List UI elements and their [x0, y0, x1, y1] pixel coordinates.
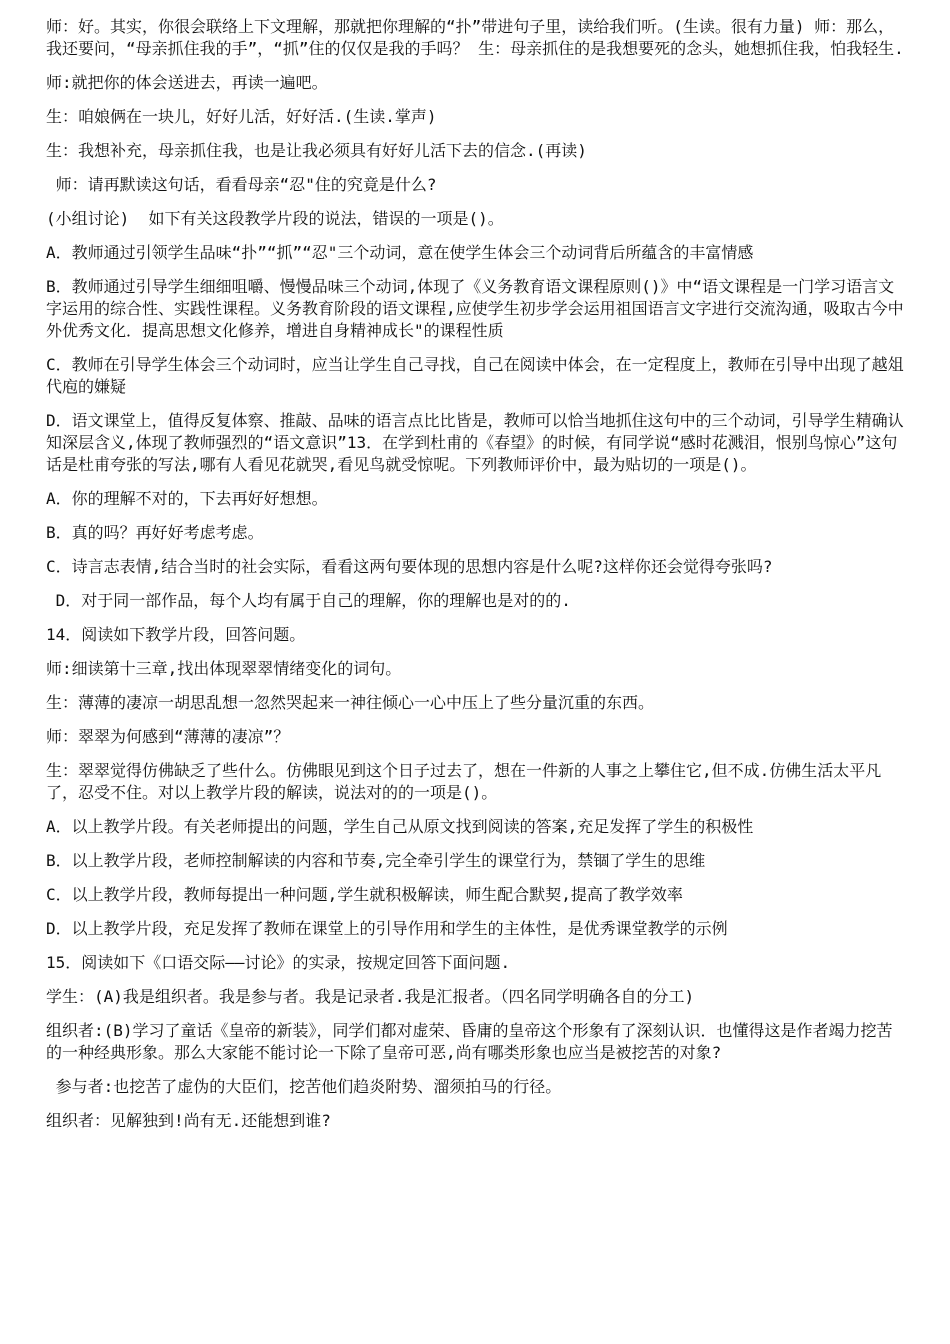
- paragraph: 组织者:(B)学习了童话《皇帝的新装》，同学们都对虚荣、昏庸的皇帝这个形象有了深刻认识．也懂得这是作者竭力挖苦的一种经典形象。那么大家能不能讨论一下除了皇帝可恶,尚有哪类形象也应当是被挖苦的对象?: [46, 1021, 893, 1062]
- option-d: D．以上教学片段，充足发挥了教师在课堂上的引导作用和学生的主体性，是优秀课堂教学的示例: [46, 919, 728, 938]
- option-a: A．你的理解不对的，下去再好好想想。: [46, 489, 328, 508]
- paragraph: 师：好。其实，你很会联络上下文理解，那就把你理解的“扑”带进句子里，读给我们听。(生读。很有力量) 师：那么，我还要问，“母亲抓住我的手”，“抓”住的仅仅是我的手吗？ 生：母亲抓住的是我想要死的念头，她想抓住我，怕我轻生.: [46, 17, 904, 58]
- option-c: C．以上教学片段，教师每提出一种问题,学生就积极解读，师生配合默契,提高了教学效率: [46, 885, 683, 904]
- paragraph: 生：咱娘俩在一块儿，好好儿活，好好活.(生读.掌声): [46, 107, 437, 126]
- option-d: D．语文课堂上，值得反复体察、推敲、品味的语言点比比皆是，教师可以恰当地抓住这句中的三个动词，引导学生精确认知深层含义,体现了教师强烈的“语文意识”13．在学到杜甫的《春望》的时候，有同学说“感时花溅泪，恨别鸟惊心”这句话是杜甫夸张的写法,哪有人看见花就哭,看见鸟就受惊呢。下列教师评价中，最为贴切的一项是()。: [46, 411, 904, 474]
- option-a: A．以上教学片段。有关老师提出的问题，学生自己从原文找到阅读的答案,充足发挥了学生的积极性: [46, 817, 754, 836]
- option-b: B．教师通过引导学生细细咀嚼、慢慢品味三个动词,体现了《义务教育语文课程原则()》中“语文课程是一门学习语言文字运用的综合性、实践性课程。义务教育阶段的语文课程,应使学生初步学会运用祖国语言文字进行交流沟通，吸取古今中外优秀文化．提高思想文化修养，增进自身精神成长"的课程性质: [46, 277, 904, 340]
- paragraph: 师：请再默读这句话，看看母亲“忍"住的究竟是什么?: [46, 175, 437, 194]
- option-d: D．对于同一部作品，每个人均有属于自己的理解，你的理解也是对的的.: [46, 591, 571, 610]
- option-a: A．教师通过引领学生品味“扑”“抓”“忍"三个动词，意在使学生体会三个动词背后所蕴含的丰富情感: [46, 243, 754, 262]
- paragraph: 师:就把你的体会送进去，再读一遍吧。: [46, 73, 328, 92]
- paragraph: 组织者：见解独到!尚有无.还能想到谁?: [46, 1111, 331, 1130]
- paragraph: 生：薄薄的凄凉一胡思乱想一忽然哭起来一神往倾心一心中压上了些分量沉重的东西。: [46, 693, 655, 712]
- question-heading: 14．阅读如下教学片段，回答问题。: [46, 625, 306, 644]
- paragraph: 参与者:也挖苦了虚伪的大臣们，挖苦他们趋炎附势、溜须拍马的行径。: [46, 1077, 562, 1096]
- paragraph: 师：翠翠为何感到“薄薄的凄凉”？: [46, 727, 290, 746]
- paragraph: 学生：(A)我是组织者。我是参与者。我是记录者.我是汇报者。（四名同学明确各自的分工): [46, 987, 695, 1006]
- question-stem: 生：翠翠觉得仿佛缺乏了些什么。仿佛眼见到这个日子过去了，想在一件新的人事之上攀住它,但不成.仿佛生活太平凡了，忍受不住。对以上教学片段的解读，说法对的的一项是()。: [46, 761, 882, 802]
- paragraph: 生：我想补充，母亲抓住我，也是让我必须具有好好儿活下去的信念.(再读): [46, 141, 587, 160]
- paragraph: 师:细读第十三章,找出体现翠翠情绪变化的词句。: [46, 659, 402, 678]
- question-heading: 15．阅读如下《口语交际——讨论》的实录，按规定回答下面问题.: [46, 953, 511, 972]
- question-stem: (小组讨论) 如下有关这段教学片段的说法，错误的一项是()。: [46, 209, 504, 228]
- option-c: C．诗言志表情,结合当时的社会实际，看看这两句要体现的思想内容是什么呢?这样你还会觉得夸张吗?: [46, 557, 773, 576]
- option-c: C．教师在引导学生体会三个动词时，应当让学生自己寻找，自己在阅读中体会，在一定程度上，教师在引导中出现了越俎代庖的嫌疑: [46, 355, 904, 396]
- option-b: B．真的吗？再好好考虑考虑。: [46, 523, 264, 542]
- option-b: B．以上教学片段，老师控制解读的内容和节奏,完全牵引学生的课堂行为，禁锢了学生的思维: [46, 851, 706, 870]
